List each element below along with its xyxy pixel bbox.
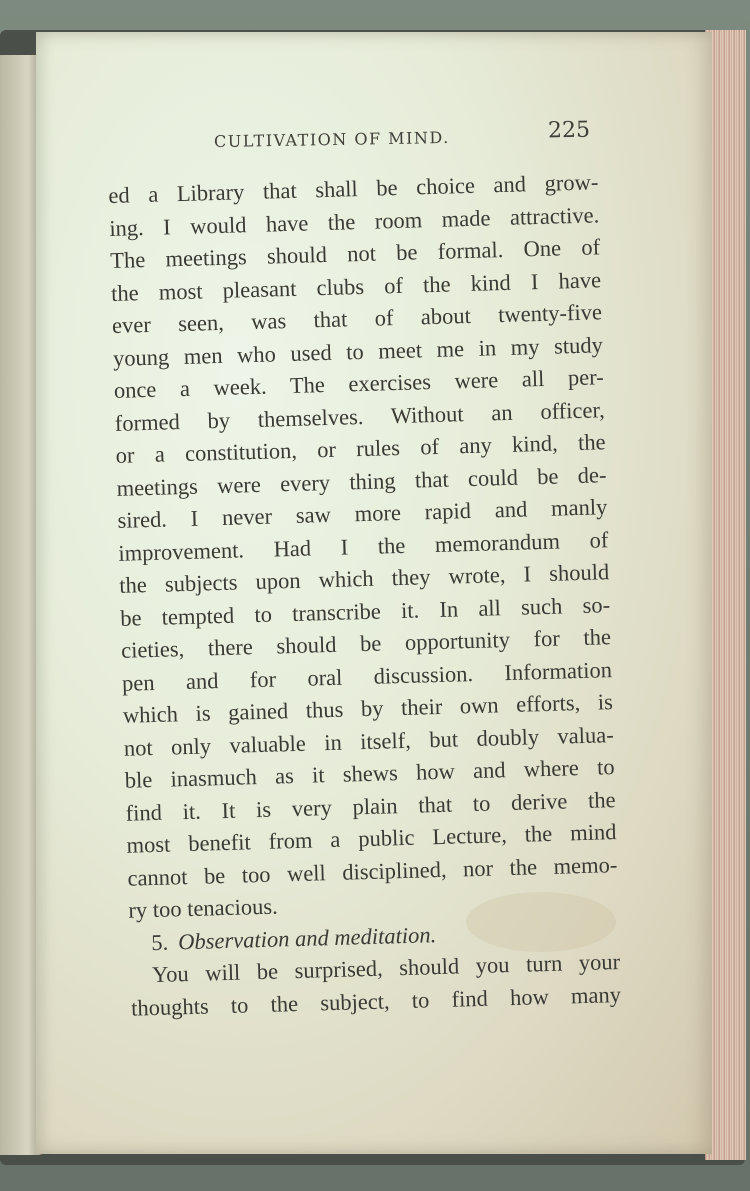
text-line: not only valuable in itself, but doubly valua- xyxy=(123,721,615,761)
text-line: formed by themselves. Without an officer, xyxy=(114,396,605,436)
text-line: ble inasmuch as it shews how and where to xyxy=(124,754,615,793)
running-head: CULTIVATION OF MIND. xyxy=(213,127,450,152)
text-line: thoughts to the subject, to find how many xyxy=(130,981,622,1021)
body-text xyxy=(108,166,641,1025)
text-line: once a week. The exercises were all per- xyxy=(113,364,605,403)
text-line: be tempted to transcribe it. In all such so- xyxy=(119,591,611,631)
book-page xyxy=(36,32,712,1154)
text-line: young men who used to meet me in my study xyxy=(112,331,604,371)
text-line: You will be surprised, should you turn your xyxy=(151,949,621,988)
text-line: or a constitution, or rules of any kind, the xyxy=(115,429,606,468)
text-line: cannot be too well disciplined, nor the memo- xyxy=(127,851,618,891)
section-title: Observation and meditation. xyxy=(177,921,437,954)
text-line: ever seen, was that of about twenty-five xyxy=(111,299,603,338)
text-line: find it. It is very plain that to derive the xyxy=(125,786,616,826)
text-line: sired. I never saw more rapid and manly xyxy=(117,494,608,533)
text-line: The meetings should not be formal. One of xyxy=(109,234,601,273)
text-line: meetings were every thing that could be de- xyxy=(116,461,607,501)
page-number: 225 xyxy=(547,117,591,144)
text-line: the most pleasant clubs of the kind I have xyxy=(110,266,602,306)
text-line: the subjects upon which they wrote, I should xyxy=(118,559,610,598)
text-line: cieties, there should be opportunity for the xyxy=(120,624,612,663)
text-line: ed a Library that shall be choice and grow- xyxy=(108,169,599,208)
text-line: which is gained thus by their own efforts, is xyxy=(122,689,614,728)
text-line: pen and for oral discussion. Information xyxy=(121,656,613,696)
text-line: ry too tenacious. xyxy=(128,893,279,923)
text-line: most benefit from a public Lecture, the mind xyxy=(126,819,617,858)
text-line: improvement. Had I the memorandum of xyxy=(118,526,609,566)
text-line: ing. I would have the room made attractive. xyxy=(108,201,600,241)
section-number: 5. xyxy=(150,929,169,955)
page-header xyxy=(36,32,712,162)
